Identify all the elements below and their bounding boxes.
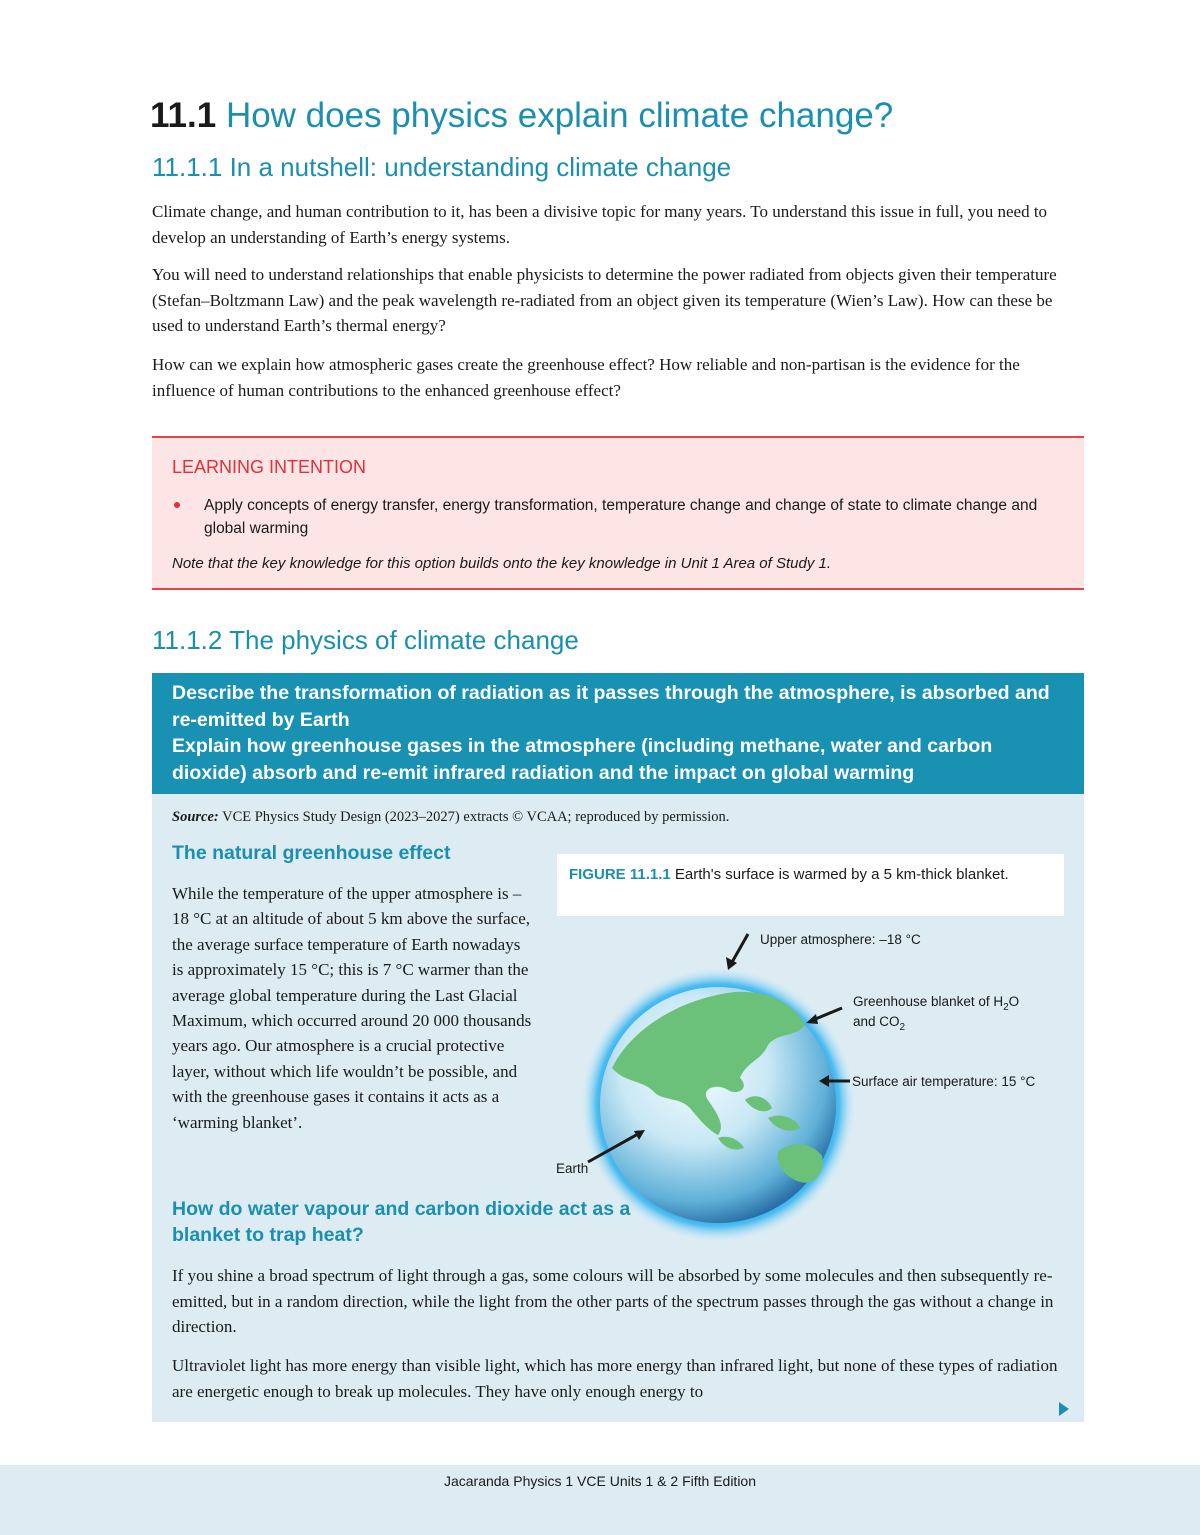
- learning-intention-title: LEARNING INTENTION: [172, 457, 367, 477]
- greenhouse-paragraph: While the temperature of the upper atmosphere is –18 °C at an altitude of about 5 km above the surface, the average surface temperature of Earth nowadays is approximately 15 °C; this is 7 °C warmer than the average global temperature during the Last Glacial Maximum, which occurred around 20 000 thousands years ago. Our atmosphere is a crucial protective layer, without which life wouldn’t be possible, and with the greenhouse gases it contains it acts as a ‘warming blanket’.: [172, 884, 532, 1132]
- body-paragraph-2: Ultraviolet light has more energy than visible light, which has more energy than infrared light, but none of these types of radiation are energetic enough to break up molecules. They have only enough energy to: [172, 1356, 1058, 1401]
- study-design-point-2: Explain how greenhouse gases in the atmosphere (including methane, water and carbon dioxide) absorb and re-emit infrared radiation and the impact on global warming: [172, 735, 993, 784]
- intro-paragraph-1: Climate change, and human contribution to it, has been a divisive topic for many years. To understand this issue in full, you need to develop an understanding of Earth’s energy systems.: [152, 202, 1048, 247]
- label-upper-atmosphere: Upper atmosphere: –18 °C: [760, 932, 921, 947]
- greenhouse-heading: The natural greenhouse effect: [172, 842, 451, 864]
- source-line: [172, 809, 729, 826]
- label-greenhouse-line2: and $CO_2$: [853, 1014, 906, 1033]
- next-page-icon[interactable]: [1057, 1400, 1071, 1418]
- figure-caption: [557, 854, 1064, 916]
- source-text: VCE Physics Study Design (2023–2027) extracts © VCAA; reproduced by permission.: [222, 809, 730, 825]
- body-paragraph-1: If you shine a broad spectrum of light through a gas, some colours will be absorbed by some molecules and then subsequently re-emitted, but in a random direction, while the light from the other parts of the spectrum passes through the gas without a change in direction.: [172, 1266, 1054, 1336]
- footer-text: Jacaranda Physics 1 VCE Units 1 & 2 Fifth Edition: [443, 1473, 757, 1489]
- subsection-title-2: 11.1.2 The physics of climate change: [152, 625, 579, 655]
- intro-paragraph-3: How can we explain how atmospheric gases create the greenhouse effect? How reliable and non-partisan is the evidence for the influence of human contributions to the enhanced greenhouse effect?: [152, 355, 1020, 400]
- label-earth: Earth: [556, 1161, 589, 1176]
- bullet-icon: [174, 502, 180, 508]
- section-title-text: How does physics explain climate change?: [225, 96, 894, 135]
- earth-figure: [550, 920, 1080, 1220]
- label-greenhouse-line1: Greenhouse blanket of $H_2O$: [853, 994, 1020, 1013]
- intro-paragraph-2: You will need to understand relationships that enable physicists to determine the power radiated from objects given their temperature (Stefan–Boltzmann Law) and the peak wavelength re-radiated from an object given its temperature (Wien’s Law). How can these be used to understand Earth’s thermal energy?: [152, 265, 1057, 335]
- learning-intention-note: Note that the key knowledge for this option builds onto the key knowledge in Unit 1 Area of Study 1.: [172, 555, 832, 572]
- study-design-box: [152, 673, 1084, 794]
- learning-intention-item: Apply concepts of energy transfer, energy transformation, temperature change and change of state to climate change and global warming: [204, 497, 1038, 537]
- figure-caption-text: Earth's surface is warmed by a 5 km-thick blanket.: [674, 866, 1009, 883]
- blanket-heading: How do water vapour and carbon dioxide act as a blanket to trap heat?: [172, 1198, 631, 1246]
- label-surface-temperature: Surface air temperature: 15 °C: [852, 1074, 1036, 1089]
- figure-label: FIGURE 11.1.1: [569, 866, 671, 883]
- learning-intention-box: [152, 436, 1084, 590]
- section-title: [150, 96, 893, 136]
- subsection-title-1: 11.1.1 In a nutshell: understanding climate change: [152, 152, 732, 182]
- study-design-point-1: Describe the transformation of radiation as it passes through the atmosphere, is absorbed and re-emitted by Earth: [172, 682, 1050, 731]
- section-number: 11.1: [150, 96, 217, 135]
- source-label: Source:: [172, 809, 219, 825]
